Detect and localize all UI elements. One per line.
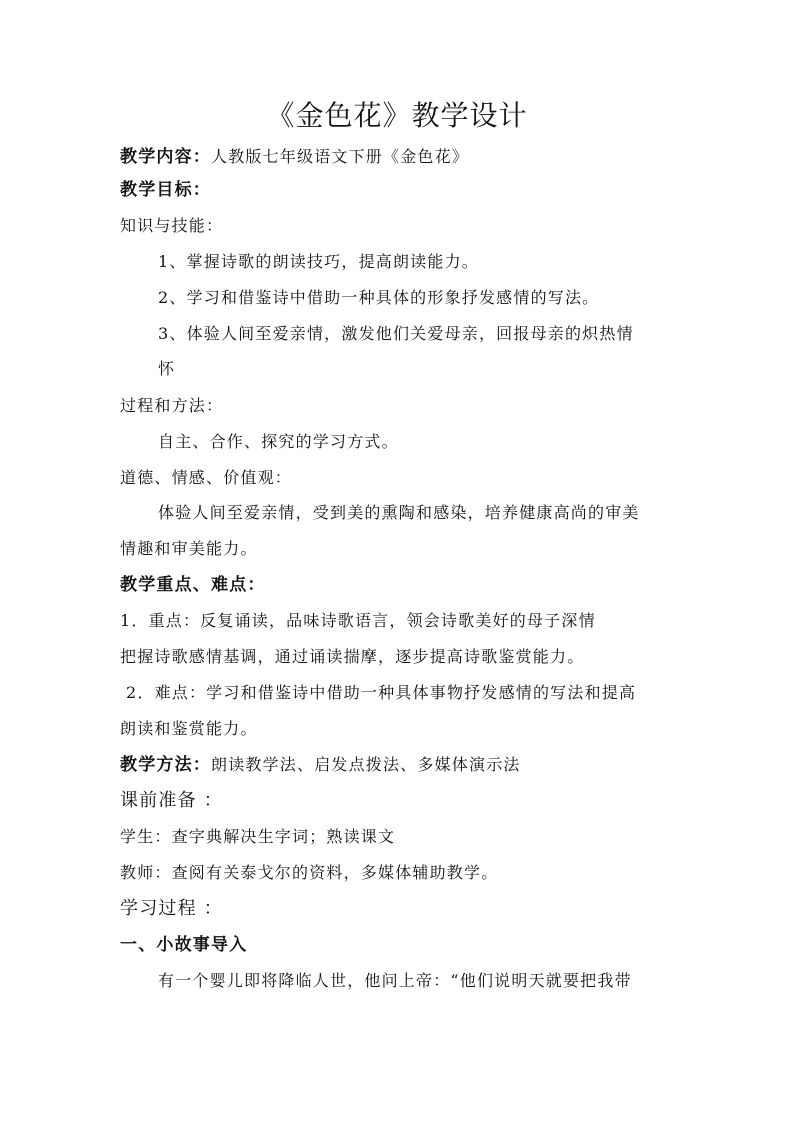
key-point-1-line-1: 1．重点：反复诵读，品味诗歌语言，领会诗歌美好的母子深情 xyxy=(120,611,596,630)
story-text-line-1: 有一个婴儿即将降临人世，他问上帝：“他们说明天就要把我带 xyxy=(158,971,632,990)
content-line xyxy=(120,145,469,169)
section-1-heading: 一、小故事导入 xyxy=(120,935,248,955)
prep-heading: 课前准备 ： xyxy=(120,790,223,811)
goal-item-2: 2、学习和借鉴诗中借助一种具体的形象抒发感情的写法。 xyxy=(158,288,600,307)
page-title: 《金色花》教学设计 xyxy=(266,99,528,132)
moral-text-line-2: 情趣和审美能力。 xyxy=(120,539,258,558)
process-label: 过程和方法： xyxy=(120,396,224,415)
goals-heading: 教学目标： xyxy=(120,180,211,200)
content-label: 教学内容： xyxy=(120,147,211,167)
goal-item-1: 1、掌握诗歌的朗读技巧，提高朗读能力。 xyxy=(158,252,479,271)
moral-text-line-1: 体验人间至爱亲情，受到美的熏陶和感染，培养健康高尚的审美 xyxy=(158,503,640,522)
learning-process-heading: 学习过程 ： xyxy=(120,898,223,919)
knowledge-label: 知识与技能： xyxy=(120,216,224,235)
key-point-2-line-2: 朗读和鉴赏能力。 xyxy=(120,719,258,738)
method-label: 教学方法： xyxy=(120,755,211,775)
key-point-2-line-1: 2．难点：学习和借鉴诗中借助一种具体事物抒发感情的写法和提高 xyxy=(126,683,637,702)
teacher-prep: 教师：查阅有关泰戈尔的资料，多媒体辅助教学。 xyxy=(120,863,499,882)
goal-item-3-line-1: 3、体验人间至爱亲情，激发他们关爱母亲，回报母亲的炽热情 xyxy=(158,324,634,343)
method-line xyxy=(120,753,521,777)
method-value: 朗读教学法、启发点拨法、多媒体演示法 xyxy=(211,755,521,774)
moral-label: 道德、情感、价值观： xyxy=(120,468,293,487)
key-points-heading: 教学重点、难点： xyxy=(120,575,266,595)
content-value: 人教版七年级语文下册《金色花》 xyxy=(211,147,470,166)
goal-item-3-line-2: 怀 xyxy=(158,359,176,378)
process-text: 自主、合作、探究的学习方式。 xyxy=(158,432,399,451)
student-prep: 学生：查字典解决生字词；熟读课文 xyxy=(120,827,396,846)
key-point-1-line-2: 把握诗歌感情基调，通过诵读揣摩，逐步提高诗歌鉴赏能力。 xyxy=(120,647,585,666)
